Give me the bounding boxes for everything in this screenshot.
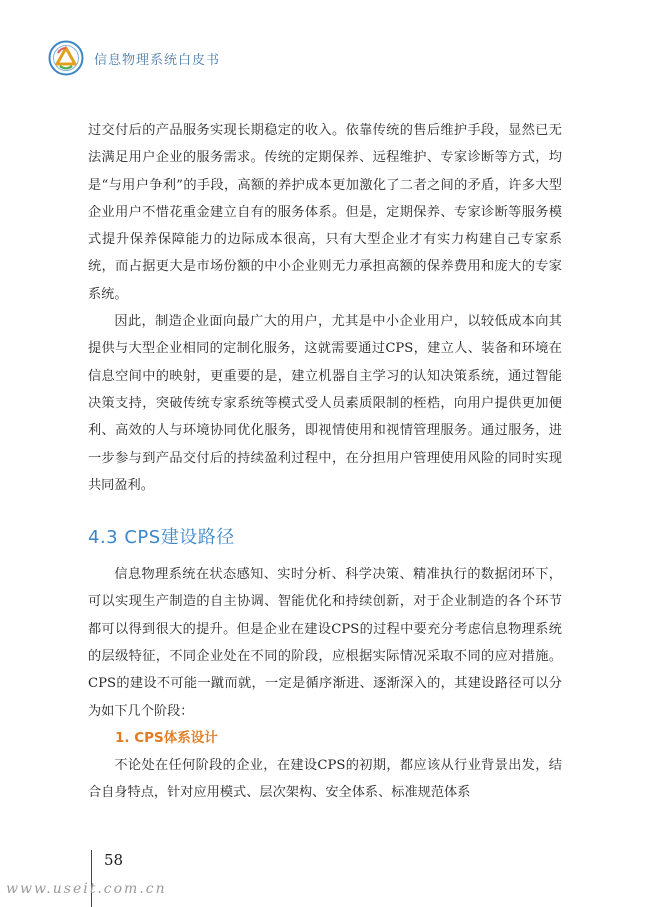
cps-emblem-icon [48, 40, 84, 76]
footer-divider [91, 850, 92, 907]
page-number: 58 [104, 851, 124, 869]
sub-heading: 1. CPS体系设计 [115, 729, 218, 746]
watermark: www.useit.com.cn [6, 881, 167, 897]
body-paragraph-3: 信息物理系统在状态感知、实时分析、科学决策、精准执行的数据闭环下，可以实现生产制造的自主协调、智能优化和持续创新，对于企业制造的各个环节都可以得到很大的提升。但是企业在建设CPS的过程中要充分考虑信息物理系统的层级特征，不同企业处在不同的阶段，应根据实际情况采取不同的应对措施。CPS的建设不可能一蹴而就，一定是循序渐进、逐渐深入的，其建设路径可以分为如下几个阶段： [88, 567, 562, 719]
body-paragraph-4: 不论处在任何阶段的企业，在建设CPS的初期，都应该从行业背景出发，结合自身特点，针对应用模式、层次架构、安全体系、标准规范体系 [88, 757, 562, 801]
running-header [48, 38, 220, 78]
header-title: 信息物理系统白皮书 [94, 52, 221, 68]
body-content [88, 117, 562, 807]
section-heading: 4.3 CPS建设路径 [88, 527, 235, 549]
body-paragraph-1: 过交付后的产品服务实现长期稳定的收入。依靠传统的售后维护手段，显然已无法满足用户企业的服务需求。传统的定期保养、远程维护、专家诊断等方式，均是“与用户争利”的手段，高额的养护成本更加激化了二者之间的矛盾，许多大型企业用户不惜花重金建立自有的服务体系。但是，定期保养、专家诊断等服务模式提升保养保障能力的边际成本很高，只有大型企业才有实力构建自己专家系统，而占据更大是市场份额的中小企业则无力承担高额的保养费用和庞大的专家系统。 [88, 123, 562, 302]
body-paragraph-2: 因此，制造企业面向最广大的用户，尤其是中小企业用户，以较低成本向其提供与大型企业相同的定制化服务，这就需要通过CPS，建立人、装备和环境在信息空间中的映射，更重要的是，建立机器自主学习的认知决策系统，通过智能决策支持，突破传统专家系统等模式受人员素质限制的桎梏，向用户提供更加便利、高效的人与环境协同优化服务，即视情使用和视情管理服务。通过服务，进一步参与到产品交付后的持续盈利过程中，在分担用户管理使用风险的同时实现共同盈利。 [88, 314, 562, 493]
